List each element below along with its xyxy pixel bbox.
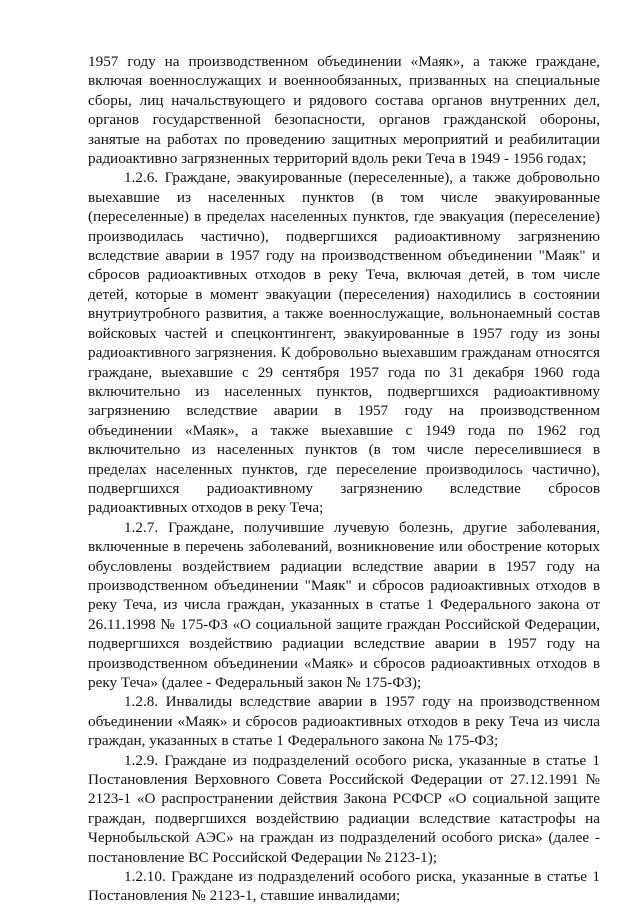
paragraph-1-2-10: 1.2.10. Граждане из подразделений особого риска, указанные в статье 1 Постановления № 2123-1, ставшие инвалидами;	[88, 868, 600, 905]
paragraph-1-2-9: 1.2.9. Граждане из подразделений особого риска, указанные в статье 1 Постановления Верховного Совета Российской Федерации от 27.12.1991 № 2123-1 «О распространении действия Закона РСФСР «О социальной защите граждан, подвергшихся воздействию радиации вследствие катастрофы на Чернобыльской АЭС» на граждан из подразделений особого риска» (далее - постановление ВС Российской Федерации № 2123-1);	[88, 751, 600, 866]
paragraph-1-2-7: 1.2.7. Граждане, получившие лучевую болезнь, другие заболевания, включенные в перечень заболеваний, возникновение или обострение которых обусловлены воздействием радиации вследствие аварии в 1957 году на производственном объединении "Маяк" и сбросов радиоактивных отходов в реку Теча, из числа граждан, указанных в статье 1 Федерального закона от 26.11.1998 № 175-ФЗ «О социальной защите граждан Российской Федерации, подвергшихся воздействию радиации вследствие аварии в 1957 году на производственном объединении «Маяк» и сбросов радиоактивных отходов в реку Теча» (далее - Федеральный закон № 175-ФЗ);	[88, 518, 600, 691]
paragraph-1-2-8: 1.2.8. Инвалиды вследствие аварии в 1957 году на производственном объединении «Маяк» и сбросов радиоактивных отходов в реку Теча из числа граждан, указанных в статье 1 Федерального закона № 175-ФЗ;	[88, 693, 600, 750]
paragraph-continuation: 1957 году на производственном объединении «Маяк», а также граждане, включая военнослужащих и военнообязанных, призванных на специальные сборы, лиц начальствующего и рядового состава органов внутренних дел, органов государственной безопасности, органов гражданской обороны, занятые на работах по проведению защитных мероприятий и реабилитации радиоактивно загрязненных территорий вдоль реки Теча в 1949 - 1956 годах;	[88, 53, 600, 168]
paragraph-1-2-6: 1.2.6. Граждане, эвакуированные (переселенные), а также добровольно выехавшие из населенных пунктов (в том числе эвакуированные (переселенные) в пределах населенных пунктов, где эвакуация (переселение) производилась частично), подвергшихся радиоактивному загрязнению вследствие аварии в 1957 году на производственном объединении "Маяк" и сбросов радиоактивных отходов в реку Теча, включая детей, в том числе детей, которые в момент эвакуации (переселения) находились в состоянии внутриутробного развития, а также военнослужащие, вольнонаемный состав войсковых частей и спецконтингент, эвакуированные в 1957 году из зоны радиоактивного загрязнения. К добровольно выехавшим гражданам относятся граждане, выехавшие с 29 сентября 1957 года по 31 декабря 1960 года включительно из населенных пунктов, подвергшихся радиоактивному загрязнению вследствие аварии в 1957 году на производственном объединении «Маяк», а также выехавшие с 1949 года по 1962 год включительно из населенных пунктов (в том числе переселившиеся в пределах населенных пунктов, где переселение производилось частично), подвергшихся радиоактивному загрязнению вследствие сбросов радиоактивных отходов в реку Теча;	[88, 169, 600, 517]
document-page	[88, 52, 600, 906]
